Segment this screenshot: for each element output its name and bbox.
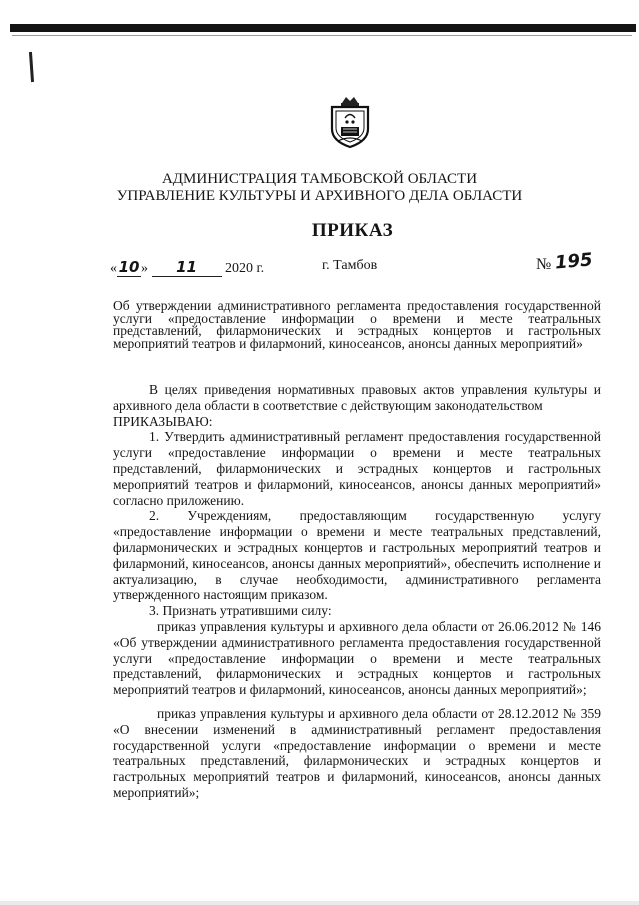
scan-top-border [10,24,636,32]
date-day: 10 [118,258,140,276]
date-open-quote: « [110,261,117,276]
authority-name-line-2: УПРАВЛЕНИЕ КУЛЬТУРЫ И АРХИВНОГО ДЕЛА ОБЛАСТИ [116,188,523,204]
authority-name-line-1: АДМИНИСТРАЦИЯ ТАМБОВСКОЙ ОБЛАСТИ [161,171,478,187]
item-3: 3. Признать утратившими силу: [149,603,332,619]
order-number-prefix: № [536,256,552,273]
date-year: 2020 г. [225,261,265,276]
item-3b: приказ управления культуры и архивного дела области от 28.12.2012 № 359 «О внесении изменений в административный регламент предоставления государственной услуги «предоставление информации о времени и месте театральных представлений, филармонических и эстрадных концертов и гастрольных мероприятий театров и филармоний, киносеансов, анонсы данных мероприятий»; [113,705,601,800]
handwritten-margin-mark [29,52,34,82]
item-1: 1. Утвердить административный регламент предоставления государственной услуги «предоставление информации о времени и месте театральных представлений, филармонических и эстрадных концертов и гастрольных мероприятий театров и филармоний, киносеансов, анонсы данных мероприятий» согласно приложению. [113,429,601,508]
item-2: 2. Учреждениям, предоставляющим государственную услугу «предоставление информации о времени и месте театральных представлений, филармонических и эстрадных концертов и гастрольных мероприятий театров и филармоний, киносеансов, анонсы данных мероприятий», обеспечить исполнение и актуализацию, в случае необходимости, административного регламента утвержденного настоящим приказом. [113,508,601,603]
item-3a: приказ управления культуры и архивного дела области от 26.06.2012 № 146 «Об утверждении административного регламента предоставления государственной услуги «предоставление информации о времени и месте театральных представлений, филармонических и эстрадных концертов и гастрольных мероприятий театров и филармоний, киносеансов, анонсы данных мероприятий»; [113,618,601,698]
order-word: ПРИКАЗЫВАЮ: [113,413,213,429]
order-date [110,258,264,277]
intro-paragraph: В целях приведения нормативных правовых актов управления культуры и архивного дела области в соответствие с действующим законодательством [113,382,601,413]
scan-edge-line [12,35,632,36]
date-month: 11 [152,258,222,277]
date-close-quote: » [141,261,148,276]
document-title: ПРИКАЗ [311,220,394,241]
subject-text: Об утверждении административного регламента предоставления государственной услуги «предоставление информации о времени и месте театральных представлений, филармонических и эстрадных концертов и гастрольных мероприятий театров и филармоний, киносеансов, анонсы данных мероприятий» [113,298,601,351]
scan-bottom-edge [0,901,639,905]
order-city: г. Тамбов [322,258,378,273]
order-subject [113,300,601,350]
order-number: 195 [554,249,594,274]
order-body [113,382,601,801]
tambov-coat-of-arms-emblem [328,95,372,149]
